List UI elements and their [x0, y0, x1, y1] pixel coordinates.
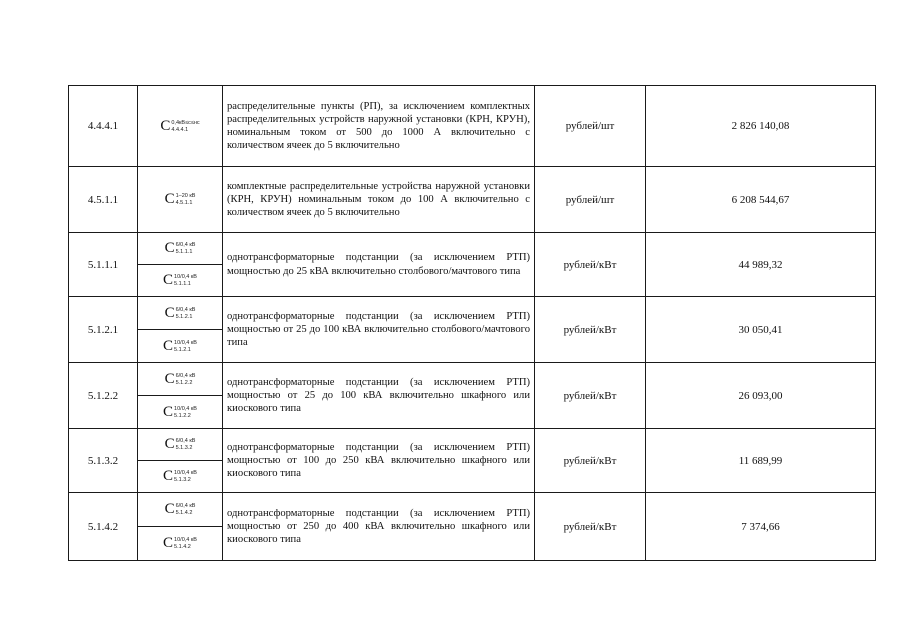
rate-symbol-subscript: 4.5.1.1 [175, 200, 193, 206]
table-row [69, 297, 876, 330]
row-code: 5.1.2.1 [69, 297, 138, 363]
table-row [69, 233, 876, 265]
row-value: 30 050,41 [646, 297, 876, 363]
row-value: 26 093,00 [646, 363, 876, 429]
rate-symbol-superscript: 6/0,4 кВ [175, 306, 196, 313]
rate-symbol-letter: C [164, 304, 175, 321]
rate-symbol-letter: C [163, 535, 174, 551]
rate-symbol [160, 119, 199, 134]
rate-symbol-subscript: 5.1.2.2 [174, 412, 191, 419]
rate-symbol-subscript: 5.1.1.1 [175, 249, 193, 255]
rate-symbol-subscript: 5.1.2.1 [174, 346, 191, 353]
rate-symbol-letter: C [164, 436, 175, 452]
rate-symbol-superscript: 10/0,4 кВ [174, 339, 197, 346]
rate-symbol-letter: C [164, 370, 175, 387]
rate-symbol [165, 437, 196, 452]
row-unit: рублей/кВт [535, 429, 646, 493]
rate-symbol-superscript: 0,4кВ≤с≤нс [171, 119, 200, 126]
rate-symbol-subscript: 5.1.2.2 [175, 379, 193, 386]
row-description: однотрансформаторные подстанции (за исключением РТП) мощностью от 25 до 100 кВА включительно шкафного или киоскового типа [223, 363, 535, 429]
rate-symbol-subscript: 5.1.4.2 [174, 544, 191, 550]
rate-symbol [165, 306, 196, 321]
rate-symbol-superscript: 6/0,4 кВ [175, 503, 196, 509]
rate-symbol-subscript: 4.4.4.1 [171, 126, 189, 133]
rate-symbol [165, 372, 196, 387]
row-unit: рублей/шт [535, 86, 646, 167]
rate-symbol-letter: C [164, 191, 175, 207]
rate-symbol-superscript: 10/0,4 кВ [174, 405, 197, 412]
rates-table-body [69, 86, 876, 561]
row-code: 4.5.1.1 [69, 167, 138, 233]
rate-symbol-subscript: 5.1.2.1 [175, 313, 193, 320]
row-code: 5.1.1.1 [69, 233, 138, 297]
row-value: 44 989,32 [646, 233, 876, 297]
row-code: 5.1.2.2 [69, 363, 138, 429]
rate-symbol-letter: C [163, 272, 174, 288]
rate-symbol-superscript: 10/0,4 кВ [174, 537, 197, 543]
rate-symbol-superscript: 6/0,4 кВ [175, 372, 196, 379]
row-code: 4.4.4.1 [69, 86, 138, 167]
rate-symbol-letter: C [164, 501, 175, 517]
row-symbol [138, 86, 223, 167]
row-symbol [138, 429, 223, 461]
rate-symbol-letter: C [160, 117, 171, 134]
row-symbol [138, 330, 223, 363]
rate-symbol-superscript: 6/0,4 кВ [175, 438, 196, 444]
rate-symbol [165, 502, 196, 517]
row-description: распределительные пункты (РП), за исключением комплектных распределительных устройств наружной установки (КРН, КРУН), номинальным током от 500 до 1000 А включительно с количеством ячеек до 5 включительно [223, 86, 535, 167]
row-unit: рублей/кВт [535, 363, 646, 429]
row-value: 11 689,99 [646, 429, 876, 493]
row-code: 5.1.3.2 [69, 429, 138, 493]
rate-symbol-letter: C [163, 468, 174, 484]
rate-symbol [163, 273, 197, 288]
rate-symbol [163, 339, 197, 354]
row-value: 6 208 544,67 [646, 167, 876, 233]
rate-symbol-subscript: 5.1.3.2 [175, 445, 193, 451]
row-symbol [138, 396, 223, 429]
rate-symbol-superscript: 10/0,4 кВ [174, 470, 197, 476]
rate-symbol [163, 536, 197, 551]
row-symbol [138, 363, 223, 396]
rate-symbol-subscript: 5.1.4.2 [175, 510, 193, 516]
rate-symbol [163, 405, 197, 420]
row-description: комплектные распределительные устройства наружной установки (КРН, КРУН) номинальным током до 100 А включительно с количеством ячеек до 5 включительно [223, 167, 535, 233]
row-unit: рублей/шт [535, 167, 646, 233]
rates-table [68, 85, 876, 561]
row-symbol [138, 167, 223, 233]
row-description: однотрансформаторные подстанции (за исключением РТП) мощностью до 25 кВА включительно столбового/мачтового типа [223, 233, 535, 297]
rate-symbol-subscript: 5.1.1.1 [174, 281, 191, 287]
rate-symbol-superscript: 10/0,4 кВ [174, 274, 197, 280]
row-value: 7 374,66 [646, 493, 876, 561]
table-row [69, 429, 876, 461]
row-unit: рублей/кВт [535, 493, 646, 561]
rate-symbol [165, 192, 196, 207]
row-symbol [138, 297, 223, 330]
table-row [69, 86, 876, 167]
rate-symbol-letter: C [164, 240, 175, 256]
rate-symbol-letter: C [163, 403, 174, 420]
row-value: 2 826 140,08 [646, 86, 876, 167]
row-symbol [138, 493, 223, 527]
row-symbol [138, 265, 223, 297]
rate-symbol [163, 469, 197, 484]
rate-symbol-letter: C [163, 337, 174, 354]
rate-symbol [165, 241, 196, 256]
row-unit: рублей/кВт [535, 233, 646, 297]
row-unit: рублей/кВт [535, 297, 646, 363]
table-row [69, 493, 876, 527]
row-symbol [138, 527, 223, 561]
row-description: однотрансформаторные подстанции (за исключением РТП) мощностью от 25 до 100 кВА включительно столбового/мачтового типа [223, 297, 535, 363]
row-description: однотрансформаторные подстанции (за исключением РТП) мощностью от 100 до 250 кВА включительно шкафного или киоскового типа [223, 429, 535, 493]
rate-symbol-subscript: 5.1.3.2 [174, 477, 191, 483]
row-description: однотрансформаторные подстанции (за исключением РТП) мощностью от 250 до 400 кВА включительно шкафного или киоскового типа [223, 493, 535, 561]
row-symbol [138, 461, 223, 493]
table-row [69, 167, 876, 233]
table-row [69, 363, 876, 396]
rate-symbol-superscript: 1–20 кВ [175, 193, 196, 199]
row-symbol [138, 233, 223, 265]
rate-symbol-superscript: 6/0,4 кВ [175, 242, 196, 248]
row-code: 5.1.4.2 [69, 493, 138, 561]
